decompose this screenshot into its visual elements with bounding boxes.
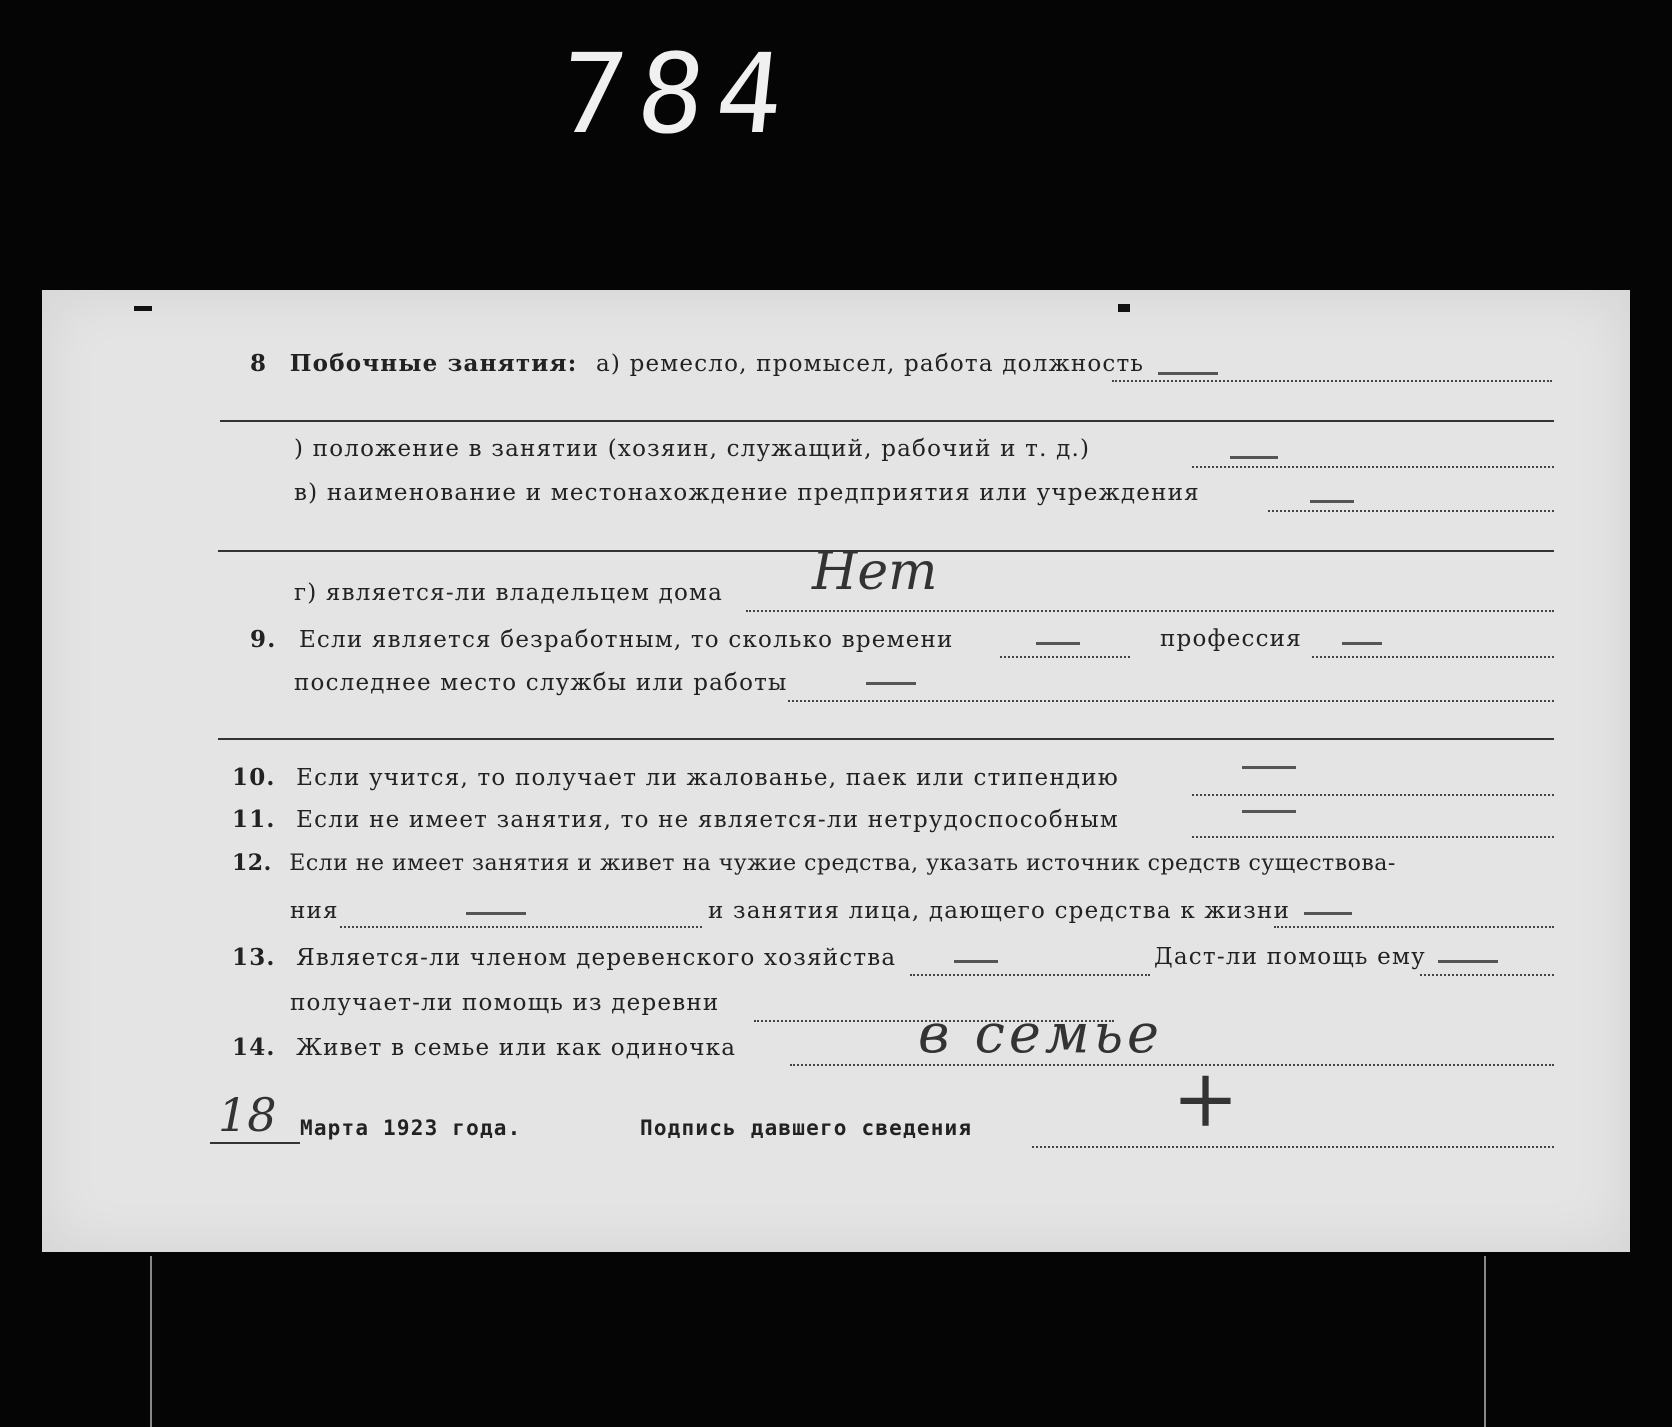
handwritten-answer: в семье: [918, 1002, 1163, 1065]
item-number: 11.: [232, 806, 276, 833]
film-edge-line: [1484, 1256, 1486, 1427]
item-9-last-place: последнее место службы или работы: [294, 670, 788, 696]
fill-line: [1274, 926, 1554, 928]
item-number: 8: [250, 350, 268, 377]
item-11-text: Если не имеет занятия, то не является-ли нетрудоспособным: [296, 807, 1120, 833]
handwritten-dash: [466, 912, 526, 915]
census-card: [42, 290, 1630, 1252]
item-14-text: Живет в семье или как одиночка: [296, 1035, 737, 1061]
item-8a-text: а) ремесло, промысел, работа должность: [595, 351, 1145, 377]
handwritten-dash: [1438, 960, 1498, 963]
frame-number: 784: [553, 30, 802, 158]
handwritten-dash: [1242, 810, 1296, 813]
handwritten-dash: [1310, 500, 1354, 503]
handwritten-dash: [1036, 642, 1080, 645]
item-12-line: [232, 850, 1396, 876]
item-8v-text: в) наименование и местонахождение предприятия или учреждения: [294, 480, 1200, 506]
signature-line: [1032, 1146, 1554, 1148]
item-13-cont: получает-ли помощь из деревни: [290, 990, 720, 1016]
item-12-cont2: и занятия лица, дающего средства к жизни: [708, 898, 1291, 924]
item-10-text: Если учится, то получает ли жалованье, паек или стипендию: [296, 765, 1120, 791]
item-8b-text: ) положение в занятии (хозяин, служащий, рабочий и т. д.): [294, 436, 1091, 462]
fill-line: [1420, 974, 1554, 976]
blank-rule: [218, 738, 1554, 740]
item-number: 9.: [250, 626, 277, 653]
film-edge-line: [150, 1256, 152, 1427]
fill-line: [1000, 656, 1130, 658]
item-9-line: [250, 626, 954, 653]
handwritten-dash: [954, 960, 998, 963]
handwritten-dash: [1158, 372, 1218, 375]
handwritten-day: 18: [218, 1088, 277, 1142]
item-8g-text: г) является-ли владельцем дома: [294, 580, 724, 606]
item-9-profession: профессия: [1160, 626, 1302, 652]
fill-line: [746, 610, 1554, 612]
footer-date: Марта 1923 года.: [300, 1116, 522, 1140]
fill-line: [910, 974, 1150, 976]
fill-line: [1192, 836, 1554, 838]
fill-line: [340, 926, 702, 928]
signature-label: Подпись давшего сведения: [640, 1116, 973, 1140]
fill-line: [1268, 510, 1554, 512]
item-10-line: [232, 764, 1119, 791]
item-13-text: Является-ли членом деревенского хозяйства: [296, 945, 897, 971]
handwritten-dash: [866, 682, 916, 685]
item-12-cont: ния: [290, 898, 339, 924]
item-11-line: [232, 806, 1119, 833]
item-9-text: Если является безработным, то сколько времени: [298, 627, 954, 653]
item-number: 14.: [232, 1034, 276, 1061]
handwritten-answer: Нет: [812, 542, 938, 602]
item-number: 10.: [232, 764, 276, 791]
item-number: 12.: [232, 850, 272, 876]
fill-line: [1192, 466, 1554, 468]
film-speck: [1118, 304, 1130, 312]
item-8-line-a: [250, 350, 1144, 377]
item-number: 13.: [232, 944, 276, 971]
item-8-title: Побочные занятия:: [289, 350, 578, 377]
handwritten-dash: [1242, 766, 1296, 769]
item-14-line: [232, 1034, 736, 1061]
handwritten-dash: [1304, 912, 1352, 915]
item-12-text: Если не имеет занятия и живет на чужие средства, указать источник средств существова-: [289, 851, 1396, 876]
item-13-line: [232, 944, 896, 971]
signature-mark: +: [1172, 1052, 1240, 1145]
fill-line: [1312, 656, 1554, 658]
handwritten-dash: [1230, 456, 1278, 459]
item-13-help: Даст-ли помощь ему: [1154, 944, 1426, 970]
fill-line: [788, 700, 1554, 702]
film-speck: [134, 306, 152, 311]
fill-line: [1112, 380, 1552, 382]
fill-line: [1192, 794, 1554, 796]
date-underline: [210, 1142, 300, 1144]
handwritten-dash: [1342, 642, 1382, 645]
blank-rule: [220, 420, 1554, 422]
